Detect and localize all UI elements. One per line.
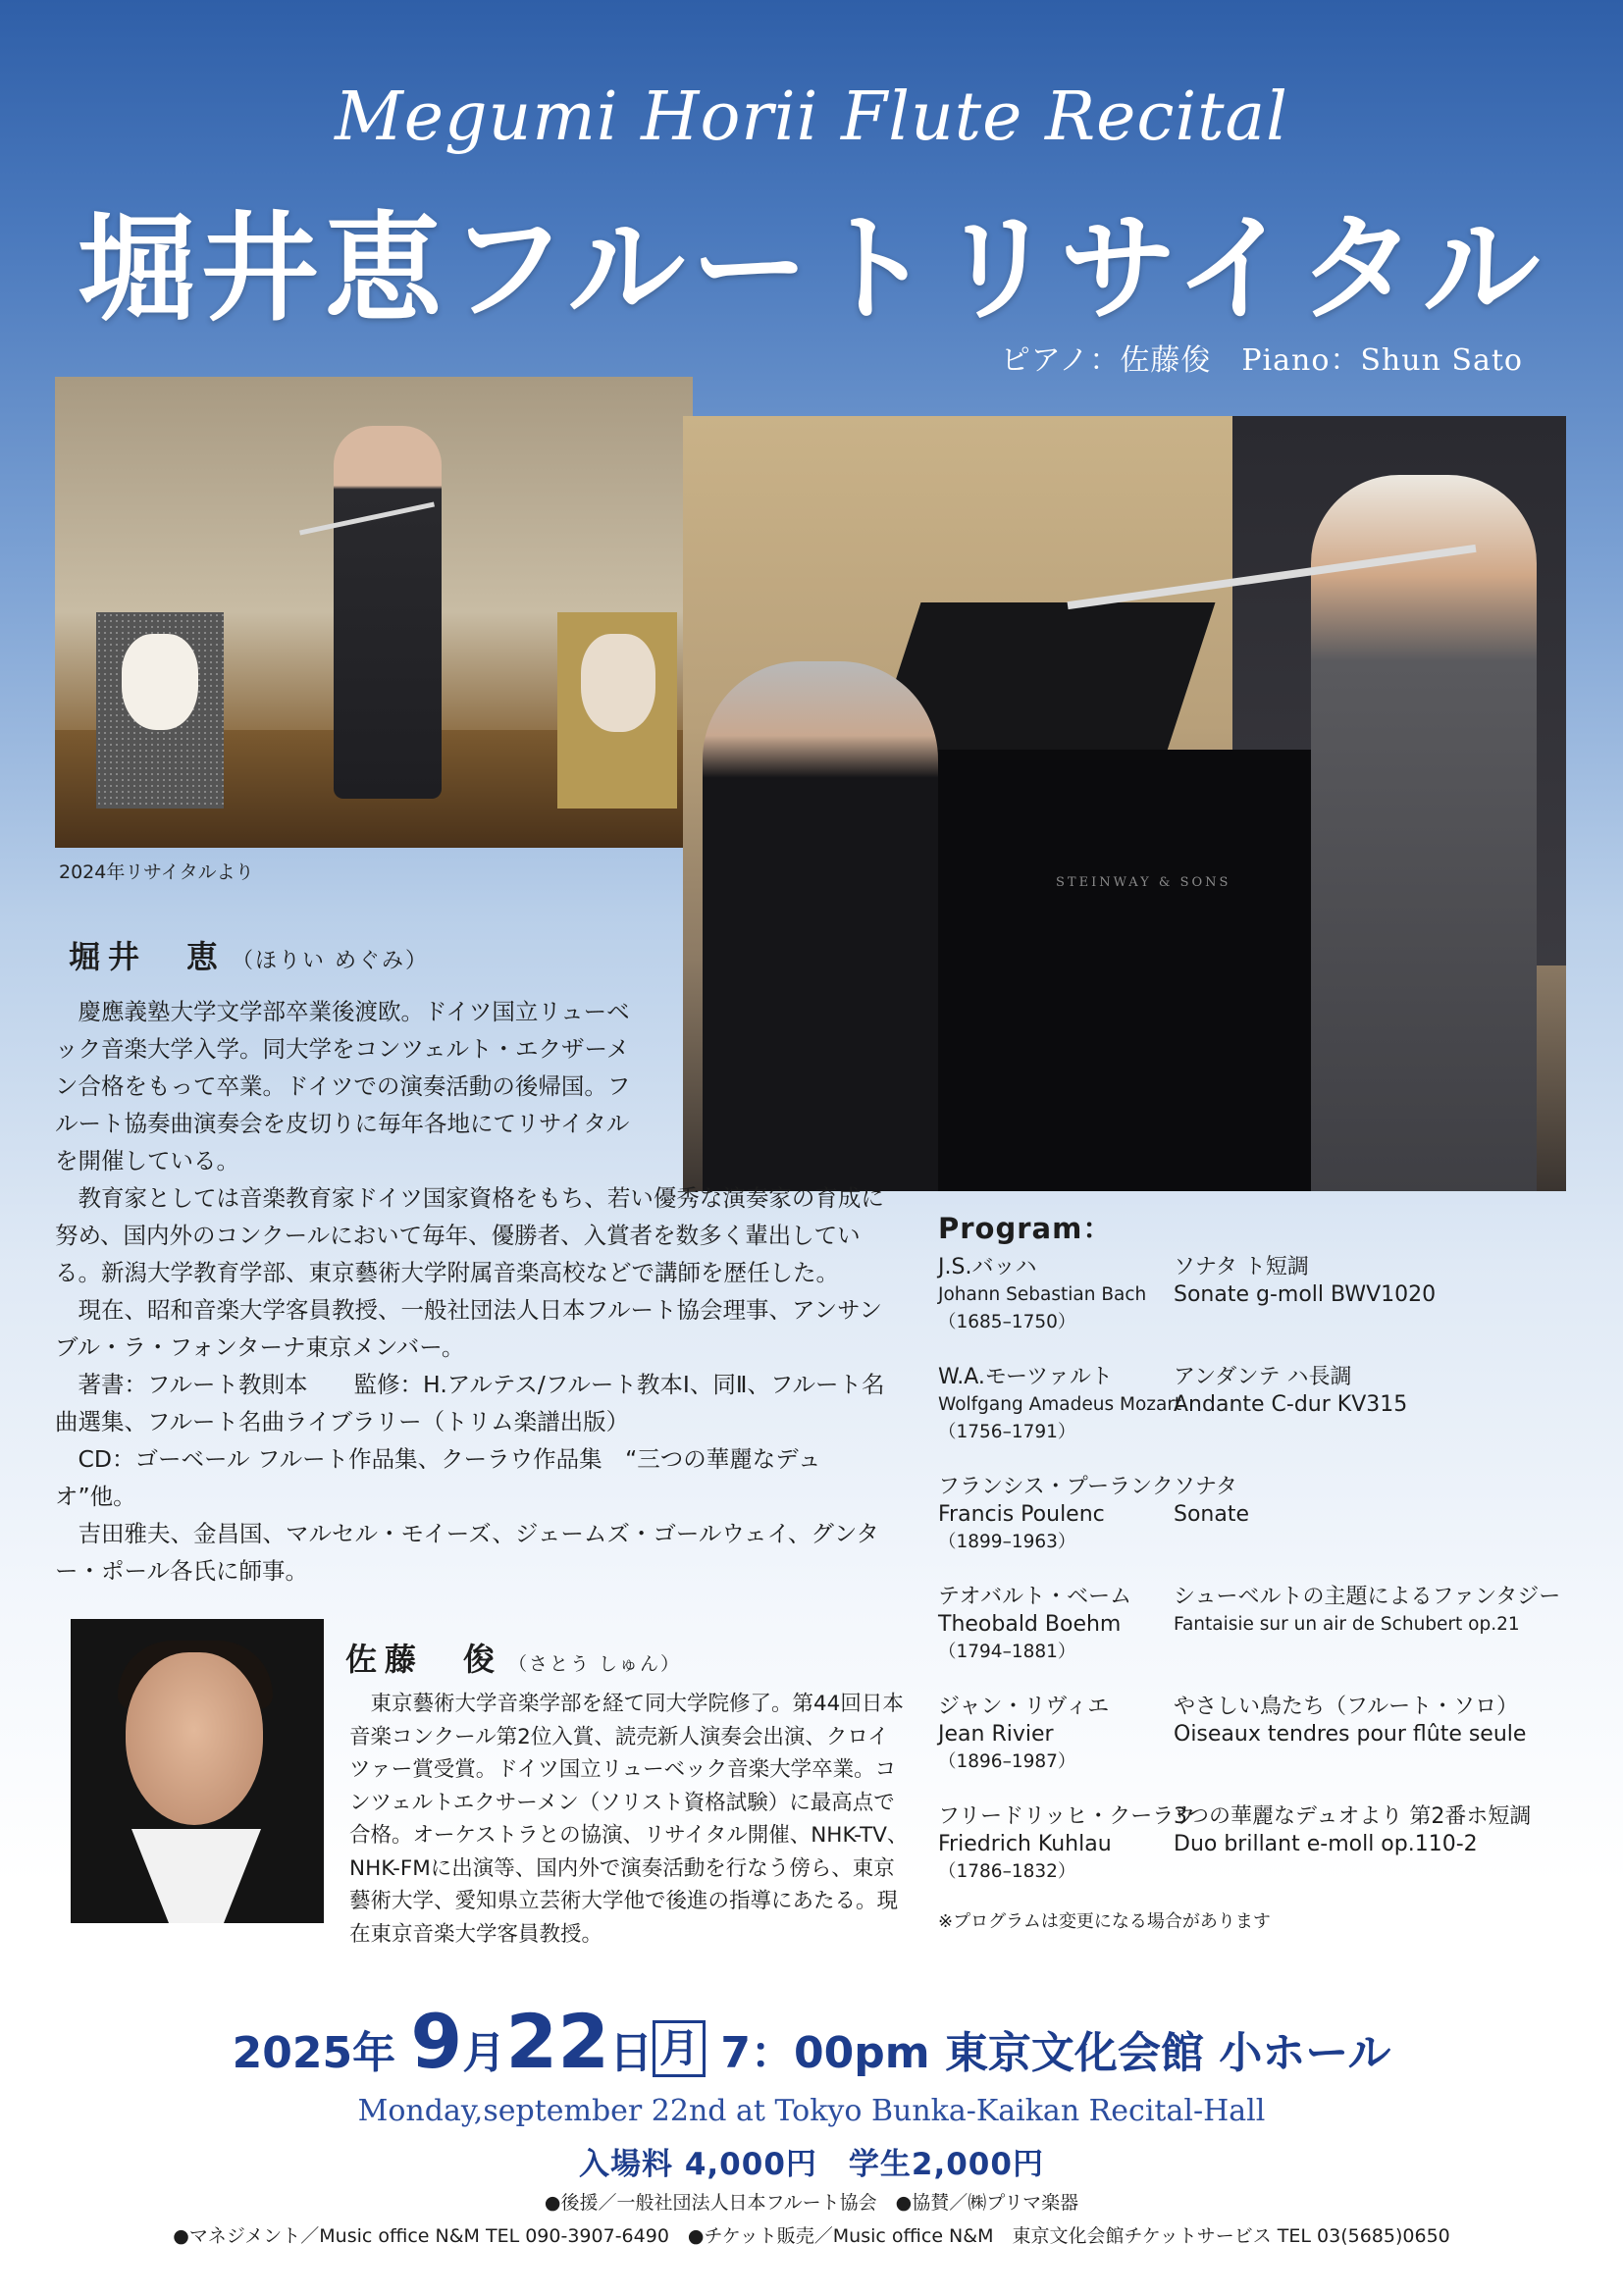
piano-brand-logo: STEINWAY & SONS [1056, 875, 1231, 890]
event-day-unit: 日 [609, 2028, 654, 2078]
stage-photo [55, 377, 693, 848]
event-month-unit: 月 [462, 2028, 506, 2078]
composer-years: （1899–1963） [938, 1532, 1076, 1552]
admission-fee: 入場料 4,000円 学生2,000円 [579, 2147, 1044, 2182]
work-en: Andante C-dur KV315 [1174, 1392, 1408, 1417]
work-en: Duo brillant e-moll op.110-2 [1174, 1832, 1478, 1856]
work-jp: シューベルトの主題によるファンタジー [1174, 1585, 1561, 1609]
program-item [938, 1803, 1566, 1913]
sato-portrait [71, 1619, 324, 1923]
composer-jp: W.A.モーツァルト [938, 1365, 1113, 1389]
horii-biography [55, 993, 899, 1590]
program-note: ※プログラムは変更になる場合があります [938, 1911, 1271, 1932]
event-year: 2025年 [232, 2028, 396, 2078]
program-item [938, 1364, 1566, 1474]
sato-name [345, 1635, 681, 1680]
sato-name-text: 佐藤 俊 [345, 1641, 503, 1678]
composer-years: （1896–1987） [938, 1751, 1076, 1772]
sato-name-kana: （さとう しゅん） [508, 1653, 682, 1675]
work-en: Oiseaux tendres pour flûte seule [1174, 1722, 1527, 1747]
sato-biography: 東京藝術大学音楽学部を経て同大学院修了。第44回日本音楽コンクール第2位入賞、読売新人演奏会出演、クロイツァー賞受賞。ドイツ国立リューベック音楽大学卒業。コンツェルトエクサーメン（ソリスト資格試験）に最高点で合格。オーケストラとの協演、リサイタル開催、NHK-TV、NHK-FMに出演等、国内外で演奏活動を行なう傍ら、東京藝術大学、愛知県立芸術大学他で後進の指導にあたる。現在東京音楽大学客員教授。 [349, 1692, 909, 1947]
work-jp: 3つの華麗なデュオより 第2番ホ短調 [1174, 1804, 1532, 1829]
composer-en: Johann Sebastian Bach [938, 1284, 1147, 1305]
horii-bio-paragraph: CD：ゴーベール フルート作品集、クーラウ作品集 “三つの華麗なデュオ”他。 [55, 1445, 821, 1510]
sponsors: ●後援／一般社団法人日本フルート協会 ●協賛／㈱プリマ楽器 [544, 2192, 1079, 2214]
work-jp: ソナタ [1174, 1475, 1237, 1499]
horii-name-kana: （ほりい めぐみ） [232, 949, 430, 973]
horii-bio-paragraph: 慶應義塾大学文学部卒業後渡欧。ドイツ国立リューベック音楽大学入学。同大学をコンツェルト・エクザーメン合格をもって卒業。ドイツでの演奏活動の後帰国。フルート協奏曲演奏会を皮切りに毎年各地にてリサイタルを開催している。 [55, 998, 631, 1174]
composer-years: （1685–1750） [938, 1312, 1076, 1332]
composer-en: Jean Rivier [938, 1722, 1054, 1747]
flutist-figure [334, 426, 442, 799]
piano-credit: ピアノ：佐藤俊 Piano：Shun Sato [1000, 343, 1523, 378]
horii-bio-paragraph: 現在、昭和音楽大学客員教授、一般社団法人日本フルート協会理事、アンサンブル・ラ・フォンターナ東京メンバー。 [55, 1296, 882, 1361]
work-en: Sonate g-moll BWV1020 [1174, 1282, 1437, 1307]
event-day: 22 [505, 1998, 610, 2085]
event-venue: 東京文化会館 小ホール [944, 2028, 1391, 2078]
composer-years: （1794–1881） [938, 1642, 1076, 1662]
program-item [938, 1584, 1566, 1694]
horii-name-text: 堀井 恵 [69, 938, 227, 975]
event-time: 7：00pm [720, 2028, 930, 2078]
flutist-figure-duo [1311, 475, 1537, 1191]
program-item [938, 1254, 1566, 1364]
title-english: Megumi Horii Flute Recital [335, 78, 1288, 156]
event-english: Monday,september 22nd at Tokyo Bunka-Kaikan Recital-Hall [357, 2094, 1266, 2128]
title-japanese: 堀井恵フルートリサイタル [77, 201, 1546, 338]
program-heading: Program： [938, 1212, 1113, 1245]
work-en: Sonate [1174, 1502, 1250, 1527]
event-weekday: 月 [653, 2020, 706, 2077]
program-list [938, 1254, 1566, 1913]
hannya-mask-image [581, 634, 655, 732]
composer-jp: ジャン・リヴィエ [938, 1695, 1110, 1719]
horii-bio-paragraph: 教育家としては音楽教育家ドイツ国家資格をもち、若い優秀な演奏家の育成に努め、国内外のコンクールにおいて毎年、優勝者、入賞者を数多く輩出している。新潟大学教育学部、東京藝術大学附属音楽高校などで講師を歴任した。 [55, 1184, 884, 1286]
composer-en: Theobald Boehm [938, 1612, 1122, 1637]
composer-en: Francis Poulenc [938, 1502, 1105, 1527]
composer-jp: J.S.バッハ [938, 1255, 1037, 1279]
horii-name [69, 932, 429, 977]
program-item [938, 1474, 1566, 1584]
work-jp: ソナタ ト短調 [1174, 1255, 1309, 1279]
program-item [938, 1694, 1566, 1803]
event-date-line [0, 1998, 1623, 2085]
composer-years: （1786–1832） [938, 1861, 1076, 1882]
horii-bio-paragraph: 著書：フルート教則本 監修：H.アルテス/フルート教本Ⅰ、同Ⅱ、フルート名曲選集、フルート名曲ライブラリー（トリム楽譜出版） [55, 1371, 885, 1435]
composer-en: Wolfgang Amadeus Mozart [938, 1394, 1182, 1415]
composer-jp: テオバルト・ベーム [938, 1585, 1132, 1609]
stage-photo-caption: 2024年リサイタルより [59, 861, 254, 883]
composer-years: （1756–1791） [938, 1422, 1076, 1442]
event-month: 9 [410, 1998, 463, 2085]
composer-jp: フランシス・プーランク [938, 1475, 1174, 1499]
composer-en: Friedrich Kuhlau [938, 1832, 1112, 1856]
work-en: Fantaisie sur un air de Schubert op.21 [1174, 1614, 1520, 1635]
work-jp: アンダンテ ハ長調 [1174, 1365, 1352, 1389]
horii-bio-paragraph: 吉田雅夫、金昌国、マルセル・モイーズ、ジェームズ・ゴールウェイ、グンター・ポール各氏に師事。 [55, 1520, 879, 1585]
composer-jp: フリードリッヒ・クーラウ [938, 1804, 1196, 1829]
okame-mask-image [122, 634, 198, 730]
work-jp: やさしい鳥たち（フルート・ソロ） [1174, 1695, 1519, 1719]
portrait-face [126, 1652, 263, 1825]
portrait-shirt [131, 1829, 261, 1923]
contact-info: ●マネジメント／Music office N&M TEL 090-3907-6490 ●チケット販売／Music office N&M 東京文化会館チケットサービス TEL 03(5685)0650 [173, 2225, 1450, 2247]
